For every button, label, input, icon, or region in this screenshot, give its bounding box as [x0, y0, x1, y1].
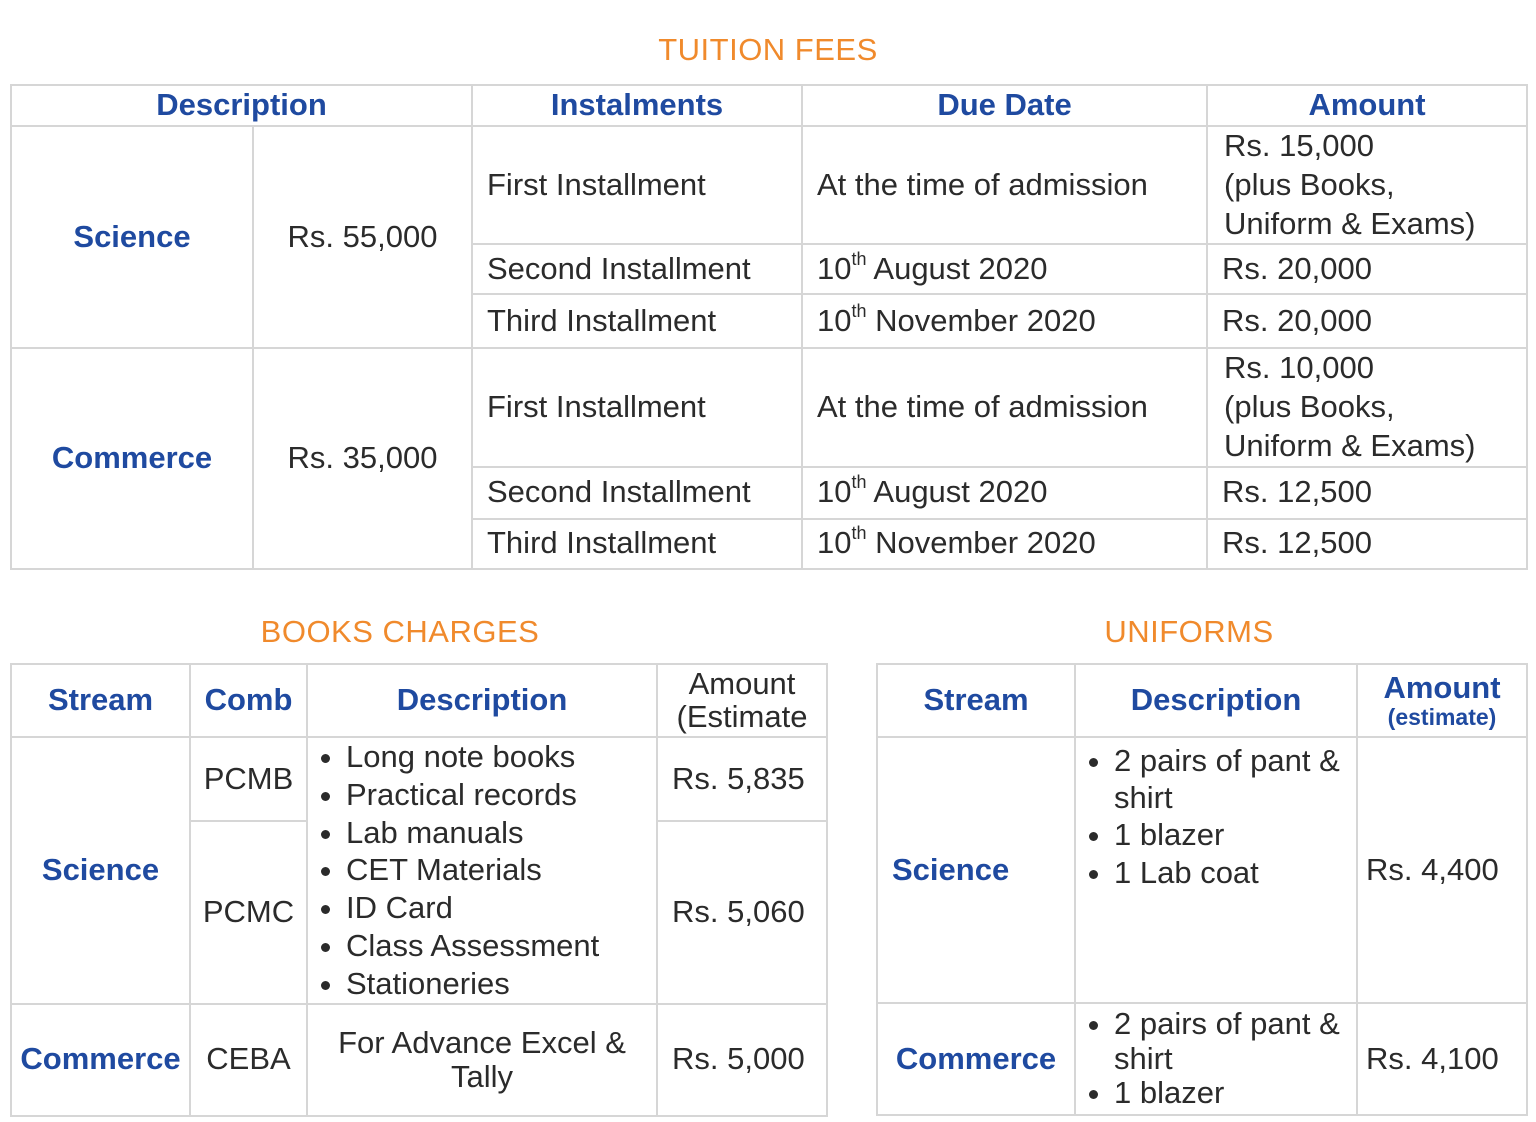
- tuition-title: TUITION FEES: [658, 32, 878, 67]
- books-comb: PCMB: [190, 737, 307, 821]
- uniforms-header-stream: Stream: [877, 664, 1075, 737]
- uniforms-commerce-items: [1075, 1003, 1357, 1115]
- books-amount: Rs. 5,835: [657, 737, 827, 821]
- amount-value: Rs. 20,000: [1207, 294, 1527, 348]
- amount-value: Rs. 20,000: [1207, 244, 1527, 294]
- list-item: • Stationeries: [346, 965, 648, 1003]
- amount-cell: [1207, 348, 1527, 466]
- list-item: • 1 blazer: [1114, 1076, 1348, 1111]
- table-row: [11, 126, 1527, 244]
- books-header-comb: Comb: [190, 664, 307, 737]
- list-item: • ID Card: [346, 889, 648, 927]
- amount-cell: [1207, 126, 1527, 244]
- uniforms-header-amount: Amount (estimate): [1357, 664, 1527, 737]
- uniforms-amount: Rs. 4,100: [1357, 1003, 1527, 1115]
- amount-value: Rs. 12,500: [1207, 467, 1527, 519]
- installment-label: Third Installment: [472, 294, 802, 348]
- tuition-header-description: Description: [11, 85, 472, 126]
- uniforms-table: [876, 663, 1528, 1116]
- tuition-header-row: [11, 85, 1527, 126]
- list-item: • CET Materials: [346, 851, 648, 889]
- table-row: [11, 1004, 827, 1116]
- table-row: [877, 737, 1527, 1003]
- uniforms-amount: Rs. 4,400: [1357, 737, 1527, 1003]
- tuition-commerce-stream: Commerce: [11, 348, 253, 568]
- table-row: [11, 737, 827, 821]
- amount-value: Rs. 12,500: [1207, 519, 1527, 569]
- books-amount: Rs. 5,000: [657, 1004, 827, 1116]
- due-date: At the time of admission: [802, 348, 1207, 466]
- list-item: • Practical records: [346, 776, 648, 814]
- amount-value: Rs. 15,000: [1224, 128, 1374, 163]
- books-title: BOOKS CHARGES: [260, 614, 540, 649]
- books-commerce-stream: Commerce: [11, 1004, 190, 1116]
- list-item: • Long note books: [346, 738, 648, 776]
- books-science-stream: Science: [11, 737, 190, 1004]
- installment-label: Second Installment: [472, 244, 802, 294]
- tuition-science-stream: Science: [11, 126, 253, 348]
- tuition-table: [10, 84, 1528, 570]
- amount-note: Uniform & Exams): [1224, 427, 1476, 463]
- installment-label: Third Installment: [472, 519, 802, 569]
- list-item: • Lab manuals: [346, 814, 648, 852]
- list-item: • 2 pairs of pant & shirt: [1114, 1007, 1348, 1076]
- books-science-items: [307, 737, 657, 1004]
- tuition-commerce-total: Rs. 35,000: [253, 348, 472, 568]
- installment-label: First Installment: [472, 126, 802, 244]
- table-row: [877, 1003, 1527, 1115]
- list-item: • Class Assessment: [346, 927, 648, 965]
- books-header-amount: Amount (Estimate: [657, 664, 827, 737]
- amount-value: Rs. 10,000: [1224, 350, 1374, 386]
- uniforms-science-items: [1075, 737, 1357, 1003]
- due-date: 10th August 2020: [802, 244, 1207, 294]
- uniforms-science-stream: Science: [877, 737, 1075, 1003]
- uniforms-title: UNIFORMS: [1104, 614, 1274, 649]
- due-date: At the time of admission: [802, 126, 1207, 244]
- amount-note: Uniform & Exams): [1224, 205, 1476, 241]
- uniforms-header-row: [877, 664, 1527, 737]
- list-item: • 1 Lab coat: [1114, 854, 1348, 891]
- installment-label: Second Installment: [472, 467, 802, 519]
- uniforms-commerce-stream: Commerce: [877, 1003, 1075, 1115]
- books-comb: PCMC: [190, 821, 307, 1003]
- books-comb: CEBA: [190, 1004, 307, 1116]
- amount-note: (plus Books,: [1224, 166, 1395, 202]
- tuition-header-instalments: Instalments: [472, 85, 802, 126]
- tuition-header-amount: Amount: [1207, 85, 1527, 126]
- tuition-science-total: Rs. 55,000: [253, 126, 472, 348]
- tuition-header-due-date: Due Date: [802, 85, 1207, 126]
- books-commerce-description: For Advance Excel & Tally: [307, 1004, 657, 1116]
- amount-note: (plus Books,: [1224, 389, 1395, 424]
- books-header-description: Description: [307, 664, 657, 737]
- books-header-stream: Stream: [11, 664, 190, 737]
- installment-label: First Installment: [472, 348, 802, 466]
- list-item: • 2 pairs of pant & shirt: [1114, 742, 1348, 816]
- uniforms-header-description: Description: [1075, 664, 1357, 737]
- books-table: [10, 663, 828, 1117]
- books-header-row: [11, 664, 827, 737]
- list-item: • 1 blazer: [1114, 816, 1348, 853]
- books-amount: Rs. 5,060: [657, 821, 827, 1003]
- due-date: 10th November 2020: [802, 519, 1207, 569]
- table-row: [11, 348, 1527, 466]
- due-date: 10th November 2020: [802, 294, 1207, 348]
- due-date: 10th August 2020: [802, 467, 1207, 519]
